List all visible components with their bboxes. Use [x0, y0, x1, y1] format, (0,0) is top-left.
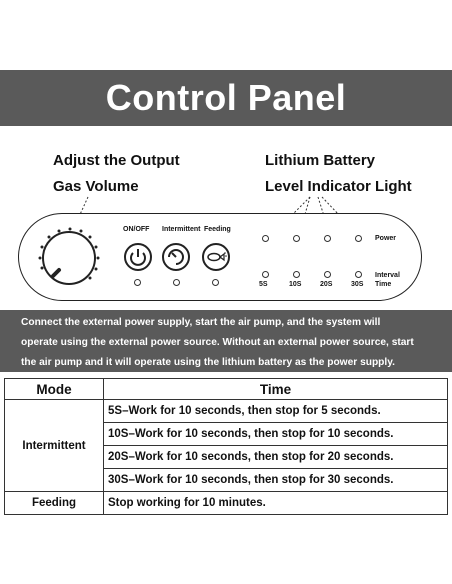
battery-label-line2: Level Indicator Light: [265, 178, 412, 195]
interval-led-20s: [324, 271, 331, 278]
interval-led-10s: [293, 271, 300, 278]
table-row: [5, 400, 448, 423]
time-header: Time: [104, 379, 448, 400]
feeding-time-cell: Stop working for 10 minutes.: [104, 492, 448, 515]
adjust-label-line1: Adjust the Output: [53, 152, 180, 169]
mode-table: [4, 378, 448, 515]
table-header-row: [5, 379, 448, 400]
battery-label-line1: Lithium Battery: [265, 152, 376, 169]
intermittent-time-5s: 5S–Work for 10 seconds, then stop for 5 seconds.: [104, 400, 448, 423]
interval-led-5s: [262, 271, 269, 278]
page-title: Control Panel: [105, 77, 347, 118]
onoff-indicator: [134, 279, 141, 286]
feeding-indicator: [212, 279, 219, 286]
battery-led-4: [355, 235, 362, 242]
intermittent-indicator: [173, 279, 180, 286]
power-info-box: [0, 310, 452, 372]
interval-led-30s: [355, 271, 362, 278]
intermittent-time-10s: 10S–Work for 10 seconds, then stop for 10 seconds.: [104, 423, 448, 446]
info-line-3: the air pump and it will operate using the lithium battery as the power supply.: [21, 357, 395, 368]
intermittent-mode-cell: Intermittent: [5, 400, 104, 492]
table-row: [5, 492, 448, 515]
gas-volume-knob[interactable]: [29, 218, 109, 298]
interval-label-line2: Time: [375, 281, 392, 288]
battery-led-1: [262, 235, 269, 242]
battery-led-3: [324, 235, 331, 242]
control-panel: [18, 213, 422, 301]
intermittent-button[interactable]: [161, 242, 191, 272]
info-line-2: operate using the external power source. Without an external power source, start: [21, 337, 414, 348]
intermittent-time-20s: 20S–Work for 10 seconds, then stop for 20 seconds.: [104, 446, 448, 469]
power-label: Power: [375, 235, 397, 242]
battery-led-2: [293, 235, 300, 242]
mode-header: Mode: [5, 379, 104, 400]
interval-label-10s: 10S: [289, 281, 302, 288]
feeding-button[interactable]: [201, 242, 231, 272]
power-button[interactable]: [123, 242, 153, 272]
interval-label-30s: 30S: [351, 281, 364, 288]
interval-label-5s: 5S: [259, 281, 268, 288]
intermittent-label: Intermittent: [162, 226, 201, 233]
adjust-label-line2: Gas Volume: [53, 178, 139, 195]
feeding-label: Feeding: [204, 226, 231, 233]
onoff-label: ON/OFF: [123, 226, 150, 233]
interval-label-line1: Interval: [375, 272, 400, 279]
info-line-1: Connect the external power supply, start the air pump, and the system will: [21, 317, 381, 328]
intermittent-time-30s: 30S–Work for 10 seconds, then stop for 30 seconds.: [104, 469, 448, 492]
feeding-mode-cell: Feeding: [5, 492, 104, 515]
interval-label-20s: 20S: [320, 281, 333, 288]
